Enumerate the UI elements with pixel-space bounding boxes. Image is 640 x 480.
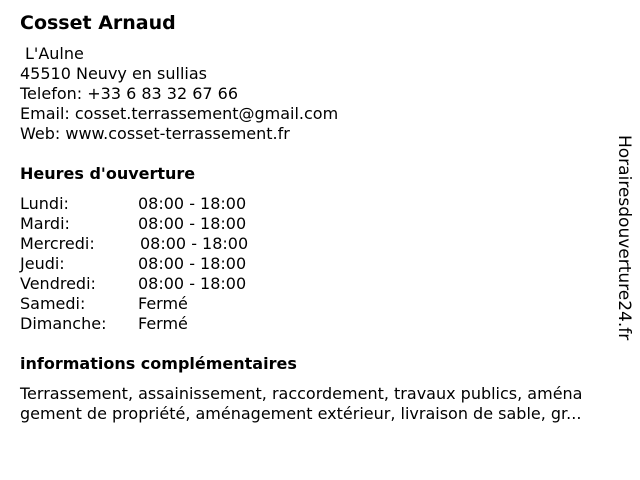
day-label: Mercredi: (20, 234, 95, 253)
day-label: Samedi: (20, 294, 86, 313)
day-hours: Fermé (138, 314, 188, 333)
site-watermark: Horairesdouverture24.fr (614, 135, 634, 341)
hours-table (20, 194, 248, 334)
email-line: Email: cosset.terrassement@gmail.com (20, 104, 339, 123)
website-line: Web: www.cosset-terrassement.fr (20, 124, 290, 143)
info-heading: informations complémentaires (20, 354, 297, 373)
day-hours: 08:00 - 18:00 (138, 214, 247, 233)
hours-heading: Heures d'ouverture (20, 164, 196, 183)
hours-row-vendredi (20, 274, 248, 294)
day-hours: Fermé (138, 294, 188, 313)
hours-row-lundi (20, 194, 248, 214)
info-line: gement de propriété, aménagement extérieur, livraison de sable, gr... (20, 404, 582, 423)
hours-row-mercredi (20, 234, 248, 254)
address-block (20, 44, 338, 144)
day-label: Dimanche: (20, 314, 107, 333)
day-label: Vendredi: (20, 274, 96, 293)
day-hours: 08:00 - 18:00 (138, 194, 247, 213)
business-name: Cosset Arnaud (20, 12, 176, 34)
postal-city: 45510 Neuvy en sullias (20, 64, 207, 83)
hours-row-samedi (20, 294, 248, 314)
info-line: Terrassement, assainissement, raccordement, travaux publics, aména (20, 384, 583, 403)
day-hours: 08:00 - 18:00 (138, 254, 247, 273)
info-description (20, 384, 582, 424)
hours-row-jeudi (20, 254, 248, 274)
day-hours: 08:00 - 18:00 (140, 234, 249, 253)
day-label: Mardi: (20, 214, 70, 233)
day-label: Lundi: (20, 194, 69, 213)
phone-line: Telefon: +33 6 83 32 67 66 (20, 84, 239, 103)
street-address: L'Aulne (25, 44, 84, 63)
day-hours: 08:00 - 18:00 (138, 274, 247, 293)
day-label: Jeudi: (20, 254, 65, 273)
hours-row-dimanche (20, 314, 248, 334)
hours-row-mardi (20, 214, 248, 234)
